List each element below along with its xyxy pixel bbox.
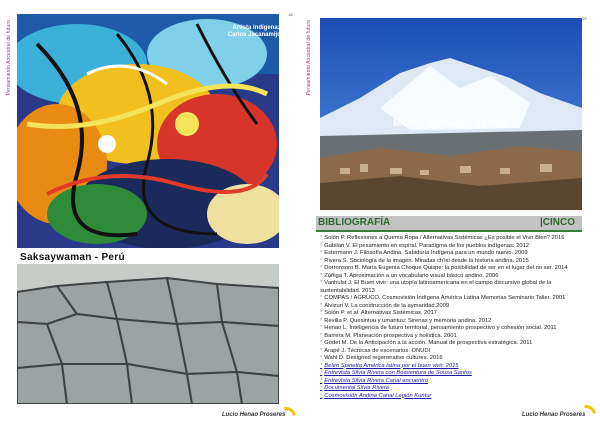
bib-entry: * Zúñiga T. Aproximación a un vocabulario visual básico andino. 2006: [320, 272, 499, 279]
bib-link[interactable]: * Entrevista Silvia Rivera con Boaventura de Sousa Santos: [320, 370, 472, 376]
stone-wall-image: [17, 264, 279, 404]
bib-entry: * Solón P. et al. Alternativas Sistémicas. 2017: [320, 310, 437, 316]
bib-entry: * Estermann J. Filosofía Andina. Sabiduría Indígena para un mundo nuevo. 2009: [320, 250, 528, 256]
bib-entry: * Henao L. Inteligencia de futuro territorial, pensamiento prospectivo y cohesión social. 2011: [320, 325, 557, 331]
bibliography-list: [320, 235, 586, 400]
bib-entry: * Dorronsoro B. María Eugenia Choque Quispe: la posibilidad de ser en el lugar del no ser. 2014: [320, 265, 568, 271]
bib-entry: * Godet M. De la Anticipación a la acción. Manual de prospectiva estratégica. 2011: [320, 340, 533, 346]
bib-entry: * Vanhulst J. El Buen vivir: una utopía latinoamericana en el campo discursivo global de la sustentabilidad. 2013: [320, 280, 552, 294]
left-corner-ornament: [272, 403, 300, 431]
bibliography-heading: BIBLIOGRAFÍA: [318, 217, 391, 228]
bib-entry: * COMPAS / AGRUCO. Cosmovisión Indígena América Latina Memorias Seminario Taller. 2001: [320, 295, 566, 301]
painting-image: [17, 14, 279, 248]
right-footer: Lucio Henao Proseres: [522, 412, 586, 418]
illimani-title: Monte Illimani - Bolivia: [393, 118, 509, 129]
bib-link[interactable]: * Cosmovisión Andina Canal Legión Kuntur: [320, 392, 432, 399]
left-page-number: 18: [288, 12, 293, 17]
right-side-running-title: Pensamiento Ancestral de futuro: [306, 20, 312, 96]
bib-entry: * Alvizuri V. La construcción de la aymaridad.2009: [320, 302, 450, 309]
painting-caption: [218, 25, 294, 39]
bib-entry: * Gabilan V. El pesamiento en espiral. Paradigma de los pueblos indígenas. 2012: [320, 242, 530, 249]
bib-link[interactable]: * Entrevista Silvia Rivera Canal encuentro: [320, 377, 429, 384]
bib-entry: * Revilla P. Quesintuu y umantuu: Sirenas y memoria andina. 2012: [320, 317, 492, 324]
left-footer: Lucio Henao Proseres: [222, 412, 286, 418]
right-page-number: 19: [582, 16, 587, 21]
saksaywaman-title: Saksaywaman - Perú: [20, 252, 125, 263]
painting-caption-line1: Artista indígena:: [232, 25, 280, 31]
mountain-image: [320, 18, 582, 210]
bib-link[interactable]: * Belen Spinetta América latina por el buen vivir. 2015: [320, 362, 459, 369]
bib-entry: * Arapé J. Técnicas de escenarios. ONUDI: [320, 347, 431, 354]
bib-link[interactable]: * Documental Silvia Rivera: [320, 385, 390, 391]
bib-entry: * Solón P. Reflexiones a Quema Ropa / Alternativas Sistémicas ¿Es posible el Vivir Bien? 2016: [320, 235, 565, 241]
bib-entry: * Rivera S. Sociología de la imagen. Miradas ch'ixi desde la historia andina. 2015: [320, 257, 529, 264]
bib-entry: * Barrera M. Planeación prospectiva y holística. 2001: [320, 332, 457, 339]
left-side-running-title: Pensamiento Ancestral de futuro: [6, 20, 12, 96]
bib-entry: * Wahl D. Designed regenerative cultures. 2016: [320, 355, 443, 361]
painting-caption-line2: Carlos Jacanamijoy: [227, 32, 285, 38]
chapter-label: |CINCO: [540, 217, 576, 228]
right-corner-ornament: [572, 401, 600, 429]
